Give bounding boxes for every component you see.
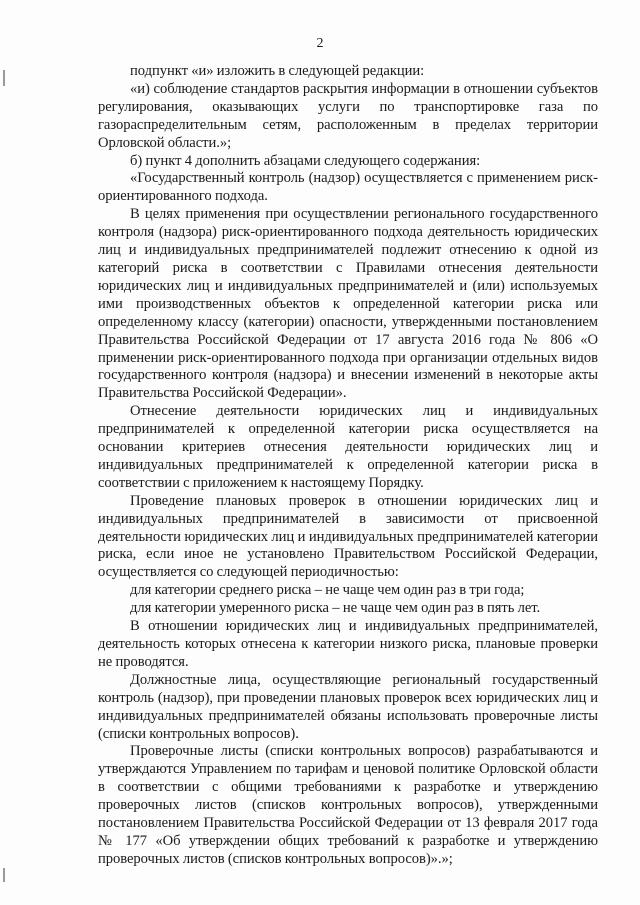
paragraph: Проверочные листы (списки контрольных вопросов) разрабатываются и утверждаются Управлением по тарифам и ценовой политике Орловской области в соответствии с общими требованиями к разработке и утверждению проверочных листов (списков контрольных вопросов), утвержденными постановлением Правительства Российской Федерации от 13 февраля 2017 года № 177 «Об утверждении общих требований к разработке и утверждению проверочных листов (списков контрольных вопросов)».»; — [98, 743, 598, 867]
paragraph: В целях применения при осуществлении регионального государственного контроля (надзора) риск-ориентированного подхода деятельность юридических лиц и индивидуальных предпринимателей подлежит отнесению к одной из категорий риска в соответствии с Правилами отнесения деятельности юридических лиц и индивидуальных предпринимателей и (или) используемых ими производственных объектов к определенной категории риска или определенному классу (категории) опасности, утвержденными постановлением Правительства Российской Федерации от 17 августа 2016 года № 806 «О применении риск-ориентированного подхода при организации отдельных видов государственного контроля (надзора) и внесении изменений в некоторые акты Правительства Российской Федерации». — [98, 206, 598, 402]
paragraph: В отношении юридических лиц и индивидуальных предпринимателей, деятельность которых отнесена к категории низкого риска, плановые проверки не проводятся. — [98, 618, 598, 670]
page-number: 2 — [316, 36, 324, 51]
paragraph: Проведение плановых проверок в отношении юридических лиц и индивидуальных предпринимателей в зависимости от присвоенной деятельности юридических лиц и индивидуальных предпринимателей категории риска, если иное не установлено Правительством Российской Федерации, осуществляется со следующей периодичностью: — [98, 492, 598, 581]
paragraph: подпункт «и» изложить в следующей редакции: — [130, 63, 425, 79]
paragraph: для категории среднего риска – не чаще чем один раз в три года; — [130, 582, 525, 599]
document-body — [98, 63, 598, 869]
paragraph: б) пункт 4 дополнить абзацами следующего содержания: — [130, 152, 481, 169]
paragraph: Отнесение деятельности юридических лиц и индивидуальных предпринимателей к определенной категории риска осуществляется на основании критериев отнесения деятельности юридических лиц и индивидуальных предпринимателей к определенной категории риска в соответствии с приложением к настоящему Порядку. — [98, 403, 598, 491]
scan-edge-mark — [3, 868, 5, 882]
paragraph: «и) соблюдение стандартов раскрытия информации в отношении субъектов регулирования, оказывающих услуги по транспортировке газа по газораспределительным сетям, расположенным в пределах территории Орловской области.»; — [98, 80, 598, 151]
paragraph: для категории умеренного риска – не чаще чем один раз в пять лет. — [130, 600, 541, 617]
paragraph: «Государственный контроль (надзор) осуществляется с применением риск-ориентированного подхода. — [98, 170, 598, 205]
scan-edge-mark — [3, 70, 5, 86]
paragraph: Должностные лица, осуществляющие региональный государственный контроль (надзор), при проведении плановых проверок всех юридических лиц и индивидуальных предпринимателей обязаны использовать проверочные листы (списки контрольных вопросов). — [98, 671, 598, 742]
